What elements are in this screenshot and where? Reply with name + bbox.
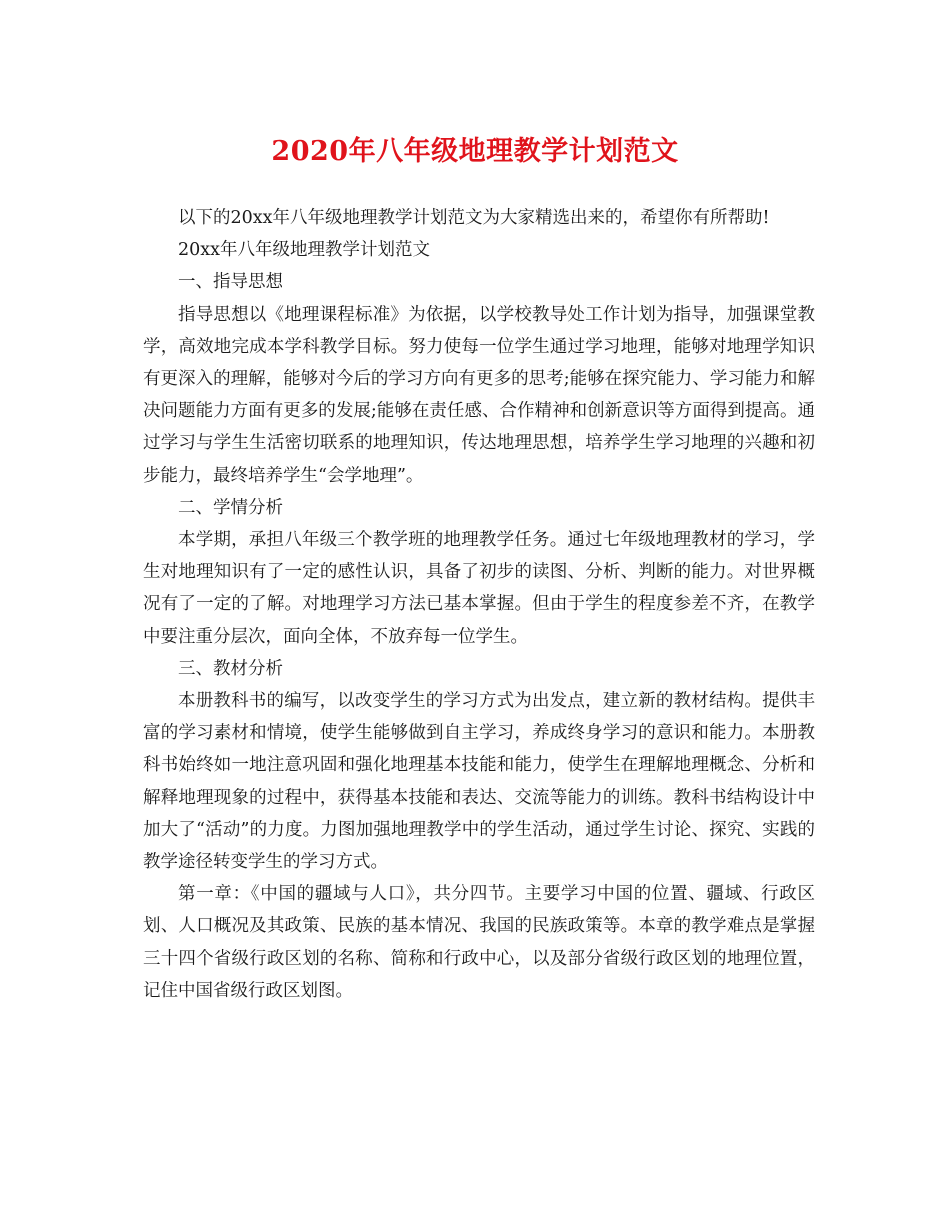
paragraph-student-analysis: 本学期，承担八年级三个教学班的地理教学任务。通过七年级地理教材的学习，学生对地理知识有了一定的感性认识，具备了初步的读图、分析、判断的能力。对世界概况有了一定的了解。对地理学习方法已基本掌握。但由于学生的程度参差不齐，在教学中要注重分层次，面向全体，不放弃每一位学生。 [143, 530, 815, 647]
subtitle-paragraph: 20xx年八年级地理教学计划范文 [178, 240, 431, 261]
paragraph-guiding-ideology: 指导思想以《地理课程标准》为依据，以学校教导处工作计划为指导，加强课堂教学，高效地完成本学科教学目标。努力使每一位学生通过学习地理，能够对地理学知识有更深入的理解，能够对今后的学习方向有更多的思考;能够在探究能力、学习能力和解决问题能力方面有更多的发展;能够在责任感、合作精神和创新意识等方面得到提高。通过学习与学生生活密切联系的地理知识，传达地理思想，培养学生学习地理的兴趣和初步能力，最终培养学生“会学地理”。 [143, 304, 815, 486]
document-body [143, 202, 815, 1007]
paragraph-textbook-analysis: 本册教科书的编写，以改变学生的学习方式为出发点，建立新的教材结构。提供丰富的学习素材和情境，使学生能够做到自主学习，养成终身学习的意识和能力。本册教科书始终如一地注意巩固和强化地理基本技能和能力，使学生在理解地理概念、分析和解释地理现象的过程中，获得基本技能和表达、交流等能力的训练。教科书结构设计中加大了“活动”的力度。力图加强地理教学中的学生活动，通过学生讨论、探究、实践的教学途径转变学生的学习方式。 [143, 691, 815, 873]
intro-paragraph: 以下的20xx年八年级地理教学计划范文为大家精选出来的，希望你有所帮助! [178, 208, 770, 228]
document-title: 2020年八年级地理教学计划范文 [271, 136, 679, 167]
section-heading-guiding-ideology: 一、指导思想 [178, 272, 283, 293]
section-heading-student-analysis: 二、学情分析 [178, 497, 283, 518]
section-heading-textbook-analysis: 三、教材分析 [178, 658, 283, 679]
paragraph-chapter-one: 第一章：《中国的疆域与人口》，共分四节。主要学习中国的位置、疆域、行政区划、人口概况及其政策、民族的基本情况、我国的民族政策等。本章的教学难点是掌握三十四个省级行政区划的名称、简称和行政中心，以及部分省级行政区划的地理位置，记住中国省级行政区划图。 [143, 884, 815, 1001]
